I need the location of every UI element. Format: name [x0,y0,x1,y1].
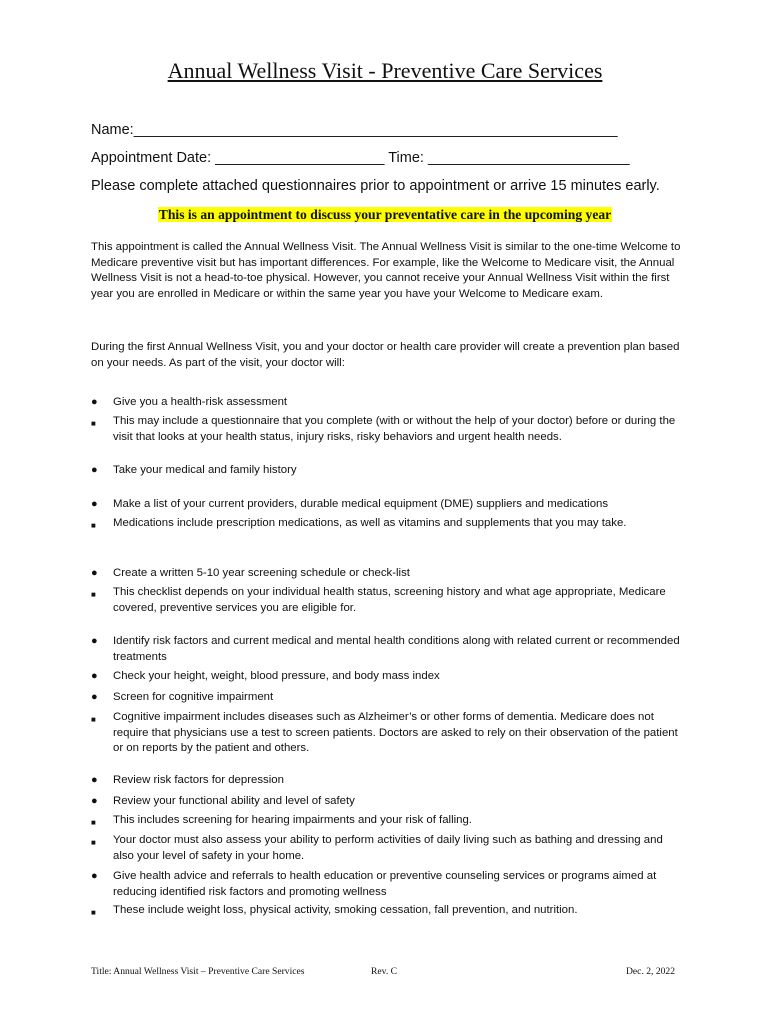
appointment-date-time-line: Appointment Date: _____________________ Time: _________________________ [91,150,630,166]
list-item-text: Medications include prescription medications, as well as vitamins and supplements that you may take. [113,517,627,529]
list-item-text: Give health advice and referrals to health education or preventive counseling services or programs aimed at reducing identified risk factors and promoting wellness [113,870,657,898]
square-bullet-icon: ■ [91,818,96,827]
list-item-text: Make a list of your current providers, durable medical equipment (DME) suppliers and medications [113,498,609,510]
list-item-text: This may include a questionnaire that you complete (with or without the help of your doctor) before or during the visit that looks at your health status, injury risks, risky behaviors and urgent health needs. [113,415,676,443]
list-item-text: These include weight loss, physical activity, smoking cessation, fall prevention, and nutrition. [113,904,578,916]
list-item-text: Create a written 5-10 year screening schedule or check-list [113,567,410,579]
round-bullet-icon: ● [91,795,98,807]
list-item-text: Cognitive impairment includes diseases such as Alzheimer’s or other forms of dementia. Medicare does not require that physicians use a test to screen patients. Doctors are asked to rely on their observation of the patient or on reports by the patient and others. [113,711,678,754]
square-bullet-icon: ■ [91,715,96,724]
round-bullet-icon: ● [91,635,98,647]
round-bullet-icon: ● [91,870,98,882]
list-item-text: Your doctor must also assess your ability to perform activities of daily living such as bathing and dressing and also your level of safety in your home. [113,834,663,862]
list-item-text: This checklist depends on your individual health status, screening history and what age appropriate, Medicare covered, preventive services you are eligible for. [113,586,666,614]
list-item-text: This includes screening for hearing impairments and your risk of falling. [113,814,472,826]
round-bullet-icon: ● [91,498,98,510]
round-bullet-icon: ● [91,774,98,786]
square-bullet-icon: ■ [91,838,96,847]
footer-date: Dec. 2, 2022 [626,966,676,977]
square-bullet-icon: ■ [91,590,96,599]
square-bullet-icon: ■ [91,419,96,428]
list-item-text: Identify risk factors and current medical and mental health conditions along with related current or recommended treatments [113,635,680,663]
round-bullet-icon: ● [91,396,98,408]
list-item-text: Take your medical and family history [113,464,297,476]
round-bullet-icon: ● [91,691,98,703]
instructions-text: Please complete attached questionnaires prior to appointment or arrive 15 minutes early. [91,178,660,194]
visit-plan-paragraph: During the first Annual Wellness Visit, you and your doctor or health care provider will create a prevention plan based on your needs. As part of the visit, your doctor will: [91,341,680,369]
list-item-text: Give you a health-risk assessment [113,396,288,408]
square-bullet-icon: ■ [91,908,96,917]
highlight-row [0,206,770,224]
list-item-text: Check your height, weight, blood pressure, and body mass index [113,670,440,682]
highlighted-notice: This is an appointment to discuss your preventative care in the upcoming year [158,207,612,222]
name-field-line: Name:____________________________________________________________ [91,122,618,138]
round-bullet-icon: ● [91,567,98,579]
list-item-text: Review your functional ability and level of safety [113,795,355,807]
intro-paragraph: This appointment is called the Annual Wellness Visit. The Annual Wellness Visit is similar to the one-time Welcome to Medicare preventive visit but has important differences. For example, like the Welcome to Medicare visit, the Annual Wellness Visit is not a head-to-toe physical. However, you cannot receive your Annual Wellness Visit within the first year you are enrolled in Medicare or within the same year you have your Welcome to Medicare exam. [91,241,681,300]
footer-revision: Rev. C [371,966,398,977]
footer-title: Title: Annual Wellness Visit – Preventive Care Services [91,966,305,977]
square-bullet-icon: ■ [91,521,96,530]
round-bullet-icon: ● [91,464,98,476]
list-item-text: Review risk factors for depression [113,774,284,786]
round-bullet-icon: ● [91,670,98,682]
list-item-text: Screen for cognitive impairment [113,691,274,703]
document-title: Annual Wellness Visit - Preventive Care Services [167,58,603,83]
